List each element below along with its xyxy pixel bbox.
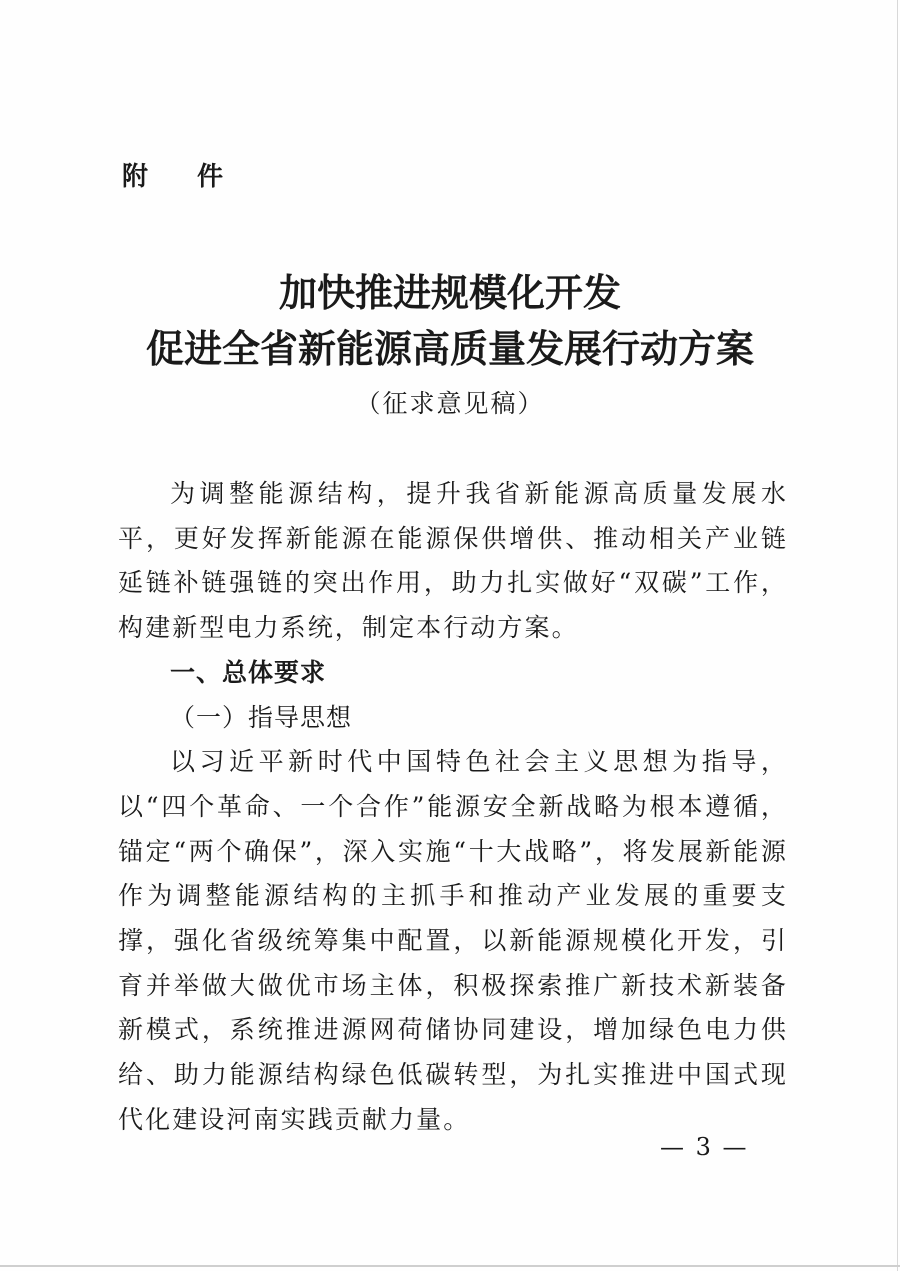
document-body [118, 472, 788, 1143]
page-edge-right [897, 0, 898, 1271]
attachment-label: 附 件 [122, 162, 244, 192]
draft-subtitle: （征求意见稿） [355, 389, 545, 418]
subsection-heading: （一）指导思想 [170, 702, 353, 732]
document-title-line-2: 促进全省新能源高质量发展行动方案 [145, 327, 754, 371]
guiding-ideology-paragraph: 以习近平新时代中国特色社会主义思想为指导，以“四个革命、一个合作”能源安全新战略为根本遵循，锚定“两个确保”，深入实施“十大战略”，将发展新能源作为调整能源结构的主抓手和推动产业发展的重要支撑，强化省级统筹集中配置，以新能源规模化开发，引育并举做大做优市场主体，积极探索推广新技术新装备新模式，系统推进源网荷储协同建设，增加绿色电力供给、助力能源结构绿色低碳转型，为扎实推进中国式现代化建设河南实践贡献力量。 [118, 747, 788, 1134]
intro-paragraph: 为调整能源结构，提升我省新能源高质量发展水平，更好发挥新能源在能源保供增供、推动相关产业链延链补链强链的突出作用，助力扎实做好“双碳”工作，构建新型电力系统，制定本行动方案。 [118, 479, 788, 643]
page-number: — 3 — [660, 1133, 749, 1161]
page-edge-bottom [0, 1265, 900, 1267]
section-heading: 一、总体要求 [170, 657, 327, 687]
document-title-line-1: 加快推进规模化开发 [278, 271, 621, 315]
